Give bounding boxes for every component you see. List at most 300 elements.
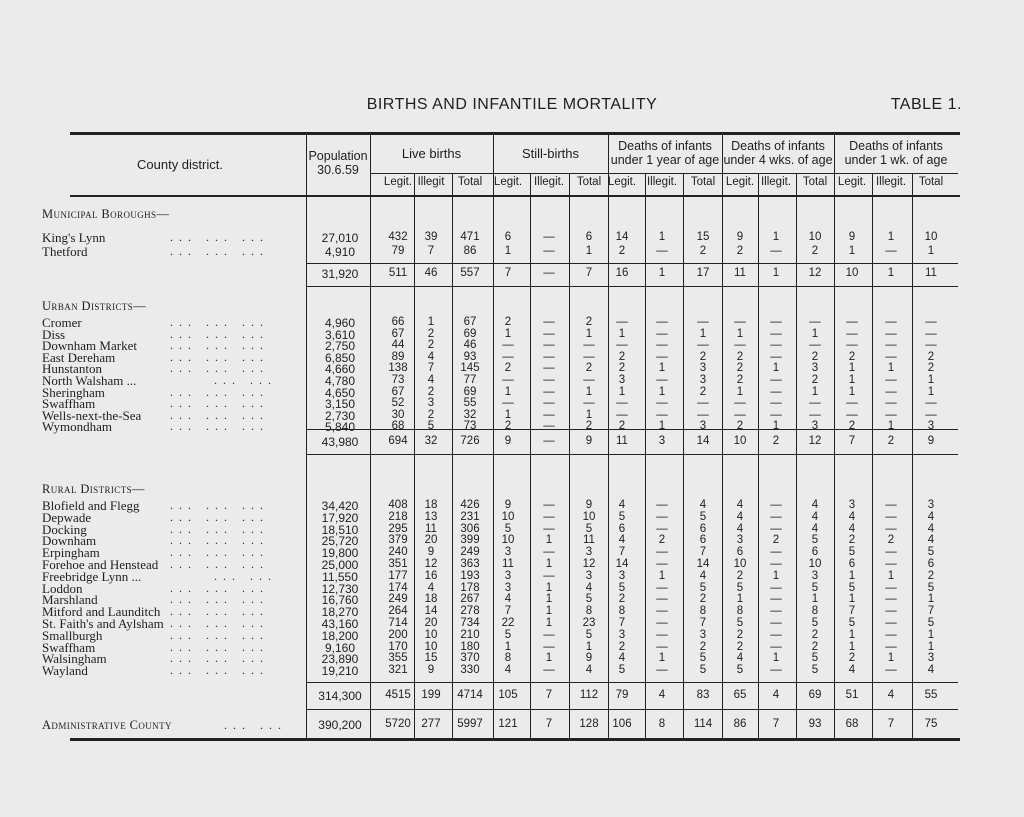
sub-header-total: Total <box>690 176 716 188</box>
district-value: — <box>583 397 595 409</box>
district-value: 1 <box>772 652 780 664</box>
district-value: 5 <box>736 617 744 629</box>
district-value: — <box>543 362 555 374</box>
district-name: Swaffham <box>42 640 96 655</box>
district-value: — <box>543 386 555 398</box>
district-value: — <box>770 558 782 570</box>
district-value: 5 <box>699 511 707 523</box>
district-value: 8 <box>504 652 512 664</box>
district-value: 4 <box>699 570 707 582</box>
district-value: 180 <box>460 641 480 653</box>
district-value: — <box>770 523 782 535</box>
district-name: Diss <box>42 327 66 342</box>
district-value: — <box>770 328 782 340</box>
district-value: — <box>543 511 555 523</box>
administrative-county-label: Administrative County <box>42 718 172 732</box>
district-value: 4 <box>585 664 593 676</box>
group-total-value: 69 <box>808 689 822 701</box>
district-value: 3 <box>618 629 626 641</box>
district-value: — <box>543 523 555 535</box>
leader-dots: ... ... ... <box>170 628 269 642</box>
district-value: 2 <box>811 641 819 653</box>
district-value: 4 <box>848 523 856 535</box>
district-value: 18 <box>424 593 438 605</box>
district-value: 1 <box>545 582 553 594</box>
district-value: 14 <box>615 558 629 570</box>
district-value: — <box>885 605 897 617</box>
district-value: — <box>809 409 821 421</box>
district-value: 178 <box>460 582 480 594</box>
district-value: — <box>543 629 555 641</box>
sub-header-legit: Legit. <box>493 176 523 188</box>
district-population: 12,730 <box>321 582 359 596</box>
sub-header-legit: Legit. <box>383 176 413 188</box>
district-value: 240 <box>388 546 408 558</box>
district-value: 3 <box>927 499 935 511</box>
district-value: 4 <box>504 664 512 676</box>
district-value: — <box>846 339 858 351</box>
district-value: — <box>770 582 782 594</box>
district-value: 4 <box>927 511 935 523</box>
district-value: 321 <box>388 664 408 676</box>
district-value: 14 <box>424 605 438 617</box>
district-value: — <box>925 328 937 340</box>
district-value: 1 <box>887 570 895 582</box>
district-value: 1 <box>585 245 593 257</box>
district-value: 1 <box>545 652 553 664</box>
district-value: — <box>885 629 897 641</box>
district-value: 16 <box>424 570 438 582</box>
district-value: 93 <box>463 351 477 363</box>
district-name: Wymondham <box>42 419 112 434</box>
district-value: 4 <box>618 499 626 511</box>
group-total-value: 9 <box>504 435 512 447</box>
district-value: 6 <box>848 558 856 570</box>
district-value: — <box>656 245 668 257</box>
county-total-value: 106 <box>612 718 632 730</box>
county-district-header: County district. <box>137 157 223 172</box>
district-value: 2 <box>618 641 626 653</box>
group-total-value: 1 <box>887 267 895 279</box>
group-total-value: 55 <box>924 689 938 701</box>
district-value: — <box>770 499 782 511</box>
district-value: — <box>846 316 858 328</box>
district-value: 5 <box>585 593 593 605</box>
district-population: 2,730 <box>324 409 356 423</box>
district-value: 6 <box>811 546 819 558</box>
district-value: 3 <box>585 546 593 558</box>
county-total-value: 5997 <box>457 718 483 730</box>
district-value: 1 <box>545 605 553 617</box>
deaths-under-4-weeks-header: Deaths of infants <box>731 139 825 153</box>
district-value: 2 <box>811 245 819 257</box>
header-subrule <box>370 173 958 174</box>
district-value: — <box>656 523 668 535</box>
district-value: 2 <box>618 351 626 363</box>
bottom-rule <box>70 738 960 741</box>
group-total-value: 32 <box>424 435 438 447</box>
district-value: 408 <box>388 499 408 511</box>
county-total-value: 8 <box>658 718 666 730</box>
district-value: 3 <box>504 546 512 558</box>
district-value: — <box>697 409 709 421</box>
district-population: 16,760 <box>321 593 359 607</box>
district-value: — <box>543 409 555 421</box>
district-value: 3 <box>618 374 626 386</box>
district-value: 2 <box>585 362 593 374</box>
leader-dots: ... ... ... <box>170 230 269 244</box>
district-population: 18,270 <box>321 605 359 619</box>
district-value: — <box>885 593 897 605</box>
group-total-value: 7 <box>585 267 593 279</box>
district-population: 18,510 <box>321 523 359 537</box>
district-value: — <box>502 339 514 351</box>
district-value: 1 <box>658 362 666 374</box>
district-population: 23,890 <box>321 652 359 666</box>
district-value: 9 <box>585 499 593 511</box>
district-value: 2 <box>427 386 435 398</box>
sub-header-legit: Legit. <box>725 176 755 188</box>
district-value: — <box>656 351 668 363</box>
district-value: 7 <box>504 605 512 617</box>
district-value: — <box>734 409 746 421</box>
district-value: 5 <box>811 652 819 664</box>
district-value: 9 <box>585 652 593 664</box>
sub-header-illegit: Illegit <box>417 176 445 188</box>
county-total-value: 128 <box>579 718 599 730</box>
district-value: 2 <box>699 386 707 398</box>
group-total-value: 7 <box>848 435 856 447</box>
district-value: 2 <box>427 409 435 421</box>
district-value: 77 <box>463 374 477 386</box>
district-population: 19,210 <box>321 664 359 678</box>
group-total-value: 2 <box>887 435 895 447</box>
district-value: 3 <box>848 499 856 511</box>
district-value: — <box>543 231 555 243</box>
district-value: 1 <box>585 409 593 421</box>
leader-dots: ... ... ... <box>170 545 269 559</box>
district-value: 295 <box>388 523 408 535</box>
district-name: Docking <box>42 522 87 537</box>
group-total-value: 11 <box>925 267 937 279</box>
county-total-value: 7 <box>772 718 780 730</box>
district-value: 3 <box>699 420 707 432</box>
district-name: Depwade <box>42 510 92 525</box>
district-value: 6 <box>504 231 512 243</box>
leader-dots: ... ... ... <box>170 616 269 630</box>
district-value: 278 <box>460 605 480 617</box>
district-value: 89 <box>391 351 405 363</box>
county-total-value: 7 <box>545 718 553 730</box>
district-value: 4 <box>848 511 856 523</box>
district-value: 5 <box>504 523 512 535</box>
group-total-value: 199 <box>421 689 441 701</box>
district-value: 5 <box>618 664 626 676</box>
district-value: 8 <box>736 605 744 617</box>
district-value: 4 <box>504 593 512 605</box>
group-total-value: 105 <box>498 689 518 701</box>
district-value: — <box>502 374 514 386</box>
district-value: 7 <box>848 605 856 617</box>
district-value: 2 <box>658 534 666 546</box>
district-value: 3 <box>736 534 744 546</box>
district-value: 351 <box>388 558 408 570</box>
district-value: 7 <box>927 605 935 617</box>
district-name: Downham Market <box>42 338 137 353</box>
leader-dots: ... ... ... <box>170 663 269 677</box>
district-value: — <box>656 617 668 629</box>
district-value: 2 <box>618 362 626 374</box>
district-population: 4,910 <box>324 245 356 259</box>
district-value: 1 <box>585 641 593 653</box>
district-value: — <box>885 328 897 340</box>
district-value: 2 <box>736 245 744 257</box>
boroughs-total-bottom <box>306 286 958 287</box>
district-value: — <box>656 593 668 605</box>
district-value: 52 <box>391 397 405 409</box>
district-value: — <box>885 511 897 523</box>
district-value: 1 <box>545 617 553 629</box>
deaths-under-4-weeks-sub: under 4 wks. of age <box>723 153 833 167</box>
district-population: 27,010 <box>321 231 359 245</box>
district-value: 4 <box>618 652 626 664</box>
district-population: 34,420 <box>321 499 359 513</box>
district-value: 7 <box>427 245 435 257</box>
district-value: 1 <box>887 362 895 374</box>
district-value: — <box>616 339 628 351</box>
district-value: 5 <box>848 582 856 594</box>
district-value: 249 <box>460 546 480 558</box>
district-value: 1 <box>772 570 780 582</box>
district-value: 3 <box>811 570 819 582</box>
district-value: — <box>656 499 668 511</box>
group-total-value: 46 <box>424 267 438 279</box>
group-total-value: 83 <box>696 689 710 701</box>
district-value: 5 <box>736 582 744 594</box>
district-value: 66 <box>391 316 405 328</box>
district-value: — <box>616 316 628 328</box>
district-value: 2 <box>927 570 935 582</box>
district-name: Loddon <box>42 581 83 596</box>
district-value: 30 <box>391 409 405 421</box>
district-value: 10 <box>501 511 515 523</box>
county-total-value: 121 <box>498 718 518 730</box>
group-total-value: 4 <box>772 689 780 701</box>
district-value: 4 <box>811 523 819 535</box>
district-value: 6 <box>927 558 935 570</box>
district-population: 4,960 <box>324 316 356 330</box>
district-value: — <box>885 499 897 511</box>
district-value: 4 <box>927 664 935 676</box>
district-value: 4 <box>736 523 744 535</box>
group-total-value: 112 <box>579 689 599 701</box>
district-value: 1 <box>618 328 626 340</box>
district-value: — <box>809 339 821 351</box>
district-name: East Dereham <box>42 350 116 365</box>
sub-header-illegit: Illegit. <box>760 176 792 188</box>
district-value: 1 <box>848 641 856 653</box>
district-value: 1 <box>658 652 666 664</box>
sub-header-total: Total <box>576 176 602 188</box>
district-value: 170 <box>388 641 408 653</box>
district-value: 11 <box>502 558 514 570</box>
group-total-value: 557 <box>460 267 480 279</box>
district-value: — <box>846 397 858 409</box>
district-value: 1 <box>848 386 856 398</box>
district-value: 10 <box>733 558 747 570</box>
district-value: 2 <box>927 362 935 374</box>
district-value: — <box>885 523 897 535</box>
district-value: 1 <box>618 386 626 398</box>
group-total-value: 7 <box>545 689 553 701</box>
sub-header-legit: Legit. <box>837 176 867 188</box>
district-value: 1 <box>545 534 553 546</box>
district-value: — <box>656 582 668 594</box>
district-value: — <box>543 397 555 409</box>
district-value: 2 <box>772 534 780 546</box>
district-value: 2 <box>736 374 744 386</box>
district-value: 2 <box>848 652 856 664</box>
district-value: 2 <box>736 629 744 641</box>
district-value: 1 <box>848 570 856 582</box>
district-value: — <box>770 397 782 409</box>
district-value: — <box>656 546 668 558</box>
district-value: 1 <box>504 328 512 340</box>
district-value: 3 <box>927 652 935 664</box>
leader-dots: ... ... <box>214 569 277 583</box>
district-value: — <box>770 339 782 351</box>
district-value: — <box>885 641 897 653</box>
district-value: 7 <box>699 546 707 558</box>
district-value: 2 <box>618 245 626 257</box>
district-value: 4 <box>927 534 935 546</box>
district-population: 11,550 <box>322 570 358 584</box>
top-rule <box>70 132 960 135</box>
district-name: Wayland <box>42 663 88 678</box>
district-name: Mitford and Launditch <box>42 604 161 619</box>
district-value: 4 <box>736 652 744 664</box>
district-value: 1 <box>772 420 780 432</box>
district-value: — <box>770 617 782 629</box>
district-value: 1 <box>585 328 593 340</box>
district-value: 264 <box>388 605 408 617</box>
district-value: — <box>543 570 555 582</box>
district-value: 1 <box>887 420 895 432</box>
district-population: 4,650 <box>324 386 356 400</box>
district-value: 20 <box>424 534 438 546</box>
district-population: 25,720 <box>321 534 359 548</box>
district-population: 2,750 <box>324 339 356 353</box>
leader-dots: ... ... ... <box>170 592 269 606</box>
district-value: 4 <box>699 499 707 511</box>
district-value: 67 <box>391 328 405 340</box>
district-value: 1 <box>887 231 895 243</box>
district-value: 1 <box>927 593 935 605</box>
leader-dots: ... ... ... <box>170 385 269 399</box>
district-value: 67 <box>391 386 405 398</box>
district-value: 5 <box>927 582 935 594</box>
district-value: 5 <box>848 546 856 558</box>
sub-header-total: Total <box>802 176 828 188</box>
sub-header-illegit: Illegit. <box>533 176 565 188</box>
district-value: — <box>846 328 858 340</box>
district-name: North Walsham ... <box>42 373 137 388</box>
district-population: 19,800 <box>321 546 359 560</box>
district-value: 69 <box>463 386 477 398</box>
district-value: 67 <box>463 316 477 328</box>
group-total-value: 3 <box>658 435 666 447</box>
leader-dots: ... ... ... <box>170 604 269 618</box>
group-total-value: 16 <box>615 267 629 279</box>
district-value: 714 <box>388 617 408 629</box>
district-value: 2 <box>736 420 744 432</box>
page-title: BIRTHS AND INFANTILE MORTALITY <box>366 96 658 113</box>
district-value: 5 <box>618 582 626 594</box>
district-value: 1 <box>927 245 935 257</box>
district-value: — <box>543 420 555 432</box>
district-value: 5 <box>927 546 935 558</box>
district-value: 11 <box>425 523 437 535</box>
district-value: 12 <box>582 558 596 570</box>
district-value: 10 <box>808 231 822 243</box>
district-value: 5 <box>811 617 819 629</box>
county-total-value: 75 <box>924 718 938 730</box>
district-value: 355 <box>388 652 408 664</box>
district-value: 218 <box>388 511 408 523</box>
group-total-value: 9 <box>585 435 593 447</box>
district-value: 4 <box>927 523 935 535</box>
district-value: 2 <box>504 316 512 328</box>
group-total-value: 4515 <box>385 689 411 701</box>
live-births-header: Live births <box>401 146 462 161</box>
district-value: 10 <box>424 641 438 653</box>
group-total-value: 1 <box>772 267 780 279</box>
district-value: 10 <box>582 511 596 523</box>
district-name: Wells-next-the-Sea <box>42 408 142 423</box>
district-name: Erpingham <box>42 545 100 560</box>
group-total-value: 10 <box>733 435 747 447</box>
district-value: 4 <box>618 534 626 546</box>
district-value: — <box>770 386 782 398</box>
district-value: 10 <box>424 629 438 641</box>
district-value: 2 <box>585 420 593 432</box>
group-total-value: 65 <box>733 689 747 701</box>
district-value: — <box>885 351 897 363</box>
leader-dots: ... ... ... <box>170 498 269 512</box>
district-value: — <box>543 339 555 351</box>
district-value: 44 <box>391 339 405 351</box>
rural-total-bottom <box>306 709 958 710</box>
group-total-value: 4 <box>658 689 666 701</box>
district-value: — <box>885 397 897 409</box>
district-value: 1 <box>736 328 744 340</box>
district-value: 2 <box>848 351 856 363</box>
district-name: Marshland <box>42 592 98 607</box>
district-value: — <box>770 546 782 558</box>
district-value: 6 <box>585 231 593 243</box>
district-value: — <box>656 328 668 340</box>
district-value: — <box>543 546 555 558</box>
district-population: 4,660 <box>324 362 356 376</box>
group-heading: Urban Districts— <box>42 299 147 313</box>
district-value: — <box>656 605 668 617</box>
district-value: 2 <box>811 629 819 641</box>
district-value: — <box>734 316 746 328</box>
district-value: 1 <box>927 374 935 386</box>
group-total-value: 9 <box>927 435 935 447</box>
district-value: — <box>543 499 555 511</box>
district-value: — <box>885 546 897 558</box>
